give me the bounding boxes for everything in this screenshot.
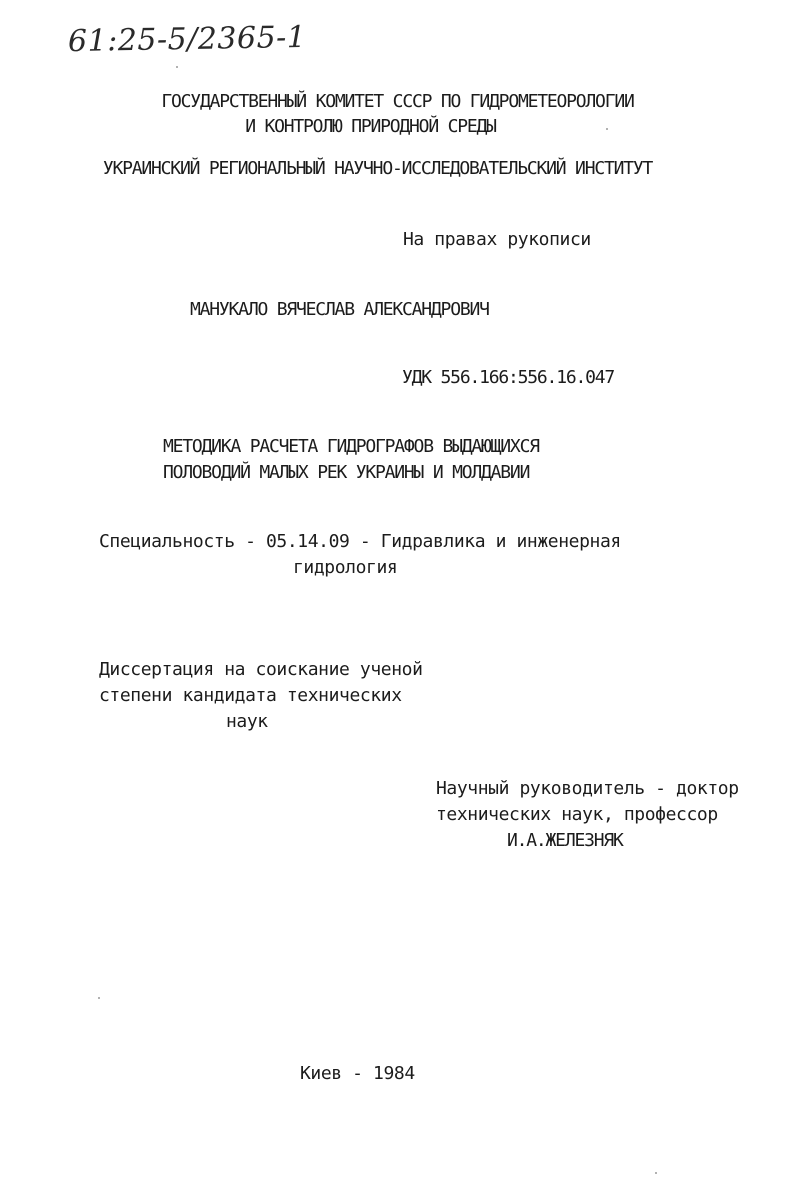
udc-code: УДК 556.166:556.16.047 bbox=[402, 367, 615, 388]
scan-speck bbox=[655, 1172, 657, 1174]
institute-name: УКРАИНСКИЙ РЕГИОНАЛЬНЫЙ НАУЧНО-ИССЛЕДОВАТЕЛЬСКИЙ ИНСТИТУТ bbox=[102, 158, 653, 179]
specialty-line-2: гидрология bbox=[293, 557, 398, 578]
dissertation-line-2: степени кандидата технических bbox=[99, 685, 402, 706]
city-and-year: Киев - 1984 bbox=[300, 1063, 415, 1084]
title-line-1: МЕТОДИКА РАСЧЕТА ГИДРОГРАФОВ ВЫДАЮЩИХСЯ bbox=[163, 436, 539, 457]
specialty-line-1: Специальность - 05.14.09 - Гидравлика и инженерная bbox=[99, 531, 621, 552]
scan-speck bbox=[606, 128, 608, 130]
author-name: МАНУКАЛО ВЯЧЕСЛАВ АЛЕКСАНДРОВИЧ bbox=[190, 299, 489, 320]
handwritten-archive-code: 61:25-5/2365-1 bbox=[67, 19, 307, 60]
supervisor-line-2: технических наук, профессор bbox=[436, 804, 718, 825]
scan-speck bbox=[176, 66, 178, 68]
manuscript-rights-note: На правах рукописи bbox=[403, 229, 591, 250]
scan-speck bbox=[98, 997, 100, 999]
dissertation-line-1: Диссертация на соискание ученой bbox=[99, 659, 423, 680]
title-line-2: ПОЛОВОДИЙ МАЛЫХ РЕК УКРАИНЫ И МОЛДАВИИ bbox=[163, 462, 530, 483]
supervisor-name: И.А.ЖЕЛЕЗНЯК bbox=[507, 830, 623, 851]
dissertation-line-3: наук bbox=[226, 711, 268, 732]
committee-line-2: И КОНТРОЛЮ ПРИРОДНОЙ СРЕДЫ bbox=[245, 116, 496, 137]
committee-line-1: ГОСУДАРСТВЕННЫЙ КОМИТЕТ СССР ПО ГИДРОМЕТЕОРОЛОГИИ bbox=[161, 91, 634, 112]
supervisor-line-1: Научный руководитель - доктор bbox=[436, 778, 739, 799]
